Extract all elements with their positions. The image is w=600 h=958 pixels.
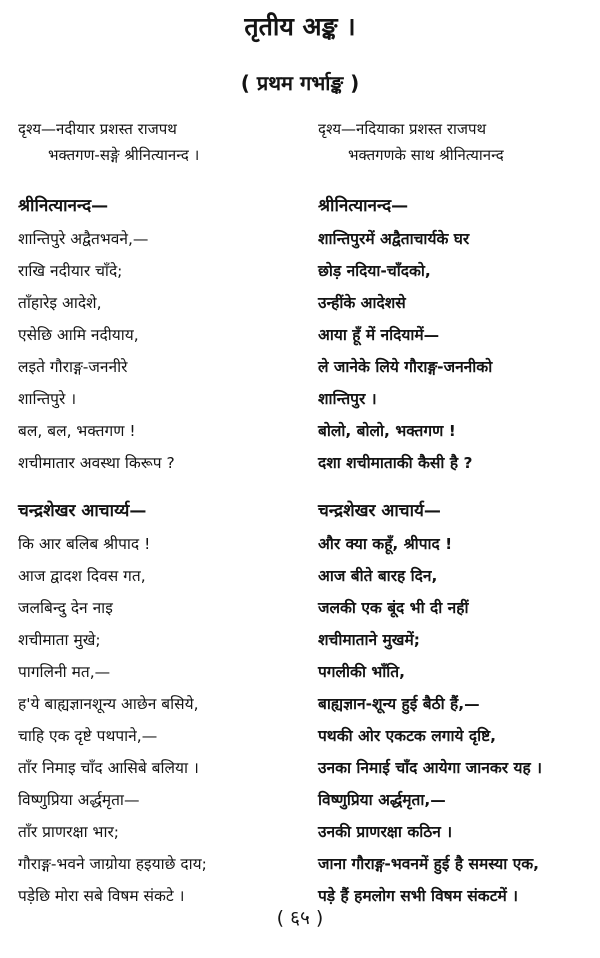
- scene-setting-cast: भक्तगणके साथ श्रीनित्यानन्द: [348, 146, 504, 164]
- scene-title: ( प्रथम गर्भाङ्क ): [240, 71, 360, 95]
- verse-line: जाना गौराङ्ग-भवनमें हुई है समस्या एक,: [318, 855, 540, 873]
- verse-line: कि आर बलिब श्रीपाद !: [18, 535, 151, 553]
- verse-line: पगलीकी भाँति,: [318, 663, 406, 681]
- verse-line: पथकी ओर एकटक लगाये दृष्टि,: [318, 727, 497, 745]
- act-title: तृतीय अङ्क ।: [244, 12, 356, 41]
- verse-line: आया हूँ में नदियामें—: [318, 326, 440, 344]
- verse-line: बोलो, बोलो, भक्तगण !: [318, 422, 456, 440]
- verse-line: ताँर प्राणरक्षा भार;: [18, 823, 120, 841]
- verse-line: उनका निमाई चाँद आयेगा जानकर यह ।: [318, 759, 543, 777]
- verse-line: उनकी प्राणरक्षा कठिन ।: [318, 823, 453, 841]
- verse-line: पड़ेछि मोरा सबे विषम संकटे ।: [18, 887, 185, 905]
- verse-line: शचीमाता मुखे;: [18, 631, 101, 649]
- verse-line: आज बीते बारह दिन,: [318, 567, 438, 585]
- verse-line: और क्या कहूँ, श्रीपाद !: [318, 535, 453, 553]
- verse-line: विष्णुप्रिया अर्द्धमृता—: [18, 791, 140, 809]
- verse-line: लइते गौराङ्ग-जननीरे: [18, 358, 128, 376]
- verse-line: शचीमातार अवस्था किरूप ?: [18, 454, 175, 472]
- verse-line: शचीमाताने मुखमें;: [318, 631, 420, 649]
- speaker-name: श्रीनित्यानन्द—: [318, 196, 409, 216]
- verse-line: एसेछि आमि नदीयाय,: [18, 326, 139, 344]
- verse-line: बल, बल, भक्तगण !: [18, 422, 136, 440]
- verse-line: शान्तिपुर ।: [318, 390, 377, 408]
- verse-line: आज द्वादश दिवस गत,: [18, 567, 146, 585]
- verse-line: राखि नदीयार चाँदे;: [18, 262, 123, 280]
- speaker-name: श्रीनित्यानन्द—: [18, 196, 109, 216]
- scene-setting: दृश्य—नदियाका प्रशस्त राजपथ: [318, 120, 487, 138]
- verse-line: पागलिनी मत,—: [18, 663, 111, 681]
- verse-line: चाहि एक दृष्टे पथपाने,—: [18, 727, 158, 745]
- verse-line: जलबिन्दु देन नाइ: [18, 599, 113, 617]
- verse-line: ताँर निमाइ चाँद आसिबे बलिया ।: [18, 759, 199, 777]
- verse-line: ह'ये बाह्यज्ञानशून्य आछेन बसिये,: [18, 695, 199, 713]
- verse-line: पड़े हैं हमलोग सभी विषम संकटमें ।: [318, 887, 519, 905]
- scene-setting-cast: भक्तगण-सङ्गे श्रीनित्यानन्द ।: [48, 146, 200, 164]
- page-number: ( ६५ ): [276, 907, 324, 929]
- verse-line: बाह्यज्ञान-शून्य हुई बैठी हैं,—: [318, 695, 480, 713]
- bengali-column: [18, 116, 310, 912]
- verse-line: दशा शचीमाताकी कैसी है ?: [318, 454, 473, 472]
- speaker-name: चन्द्रशेखर आचार्य्य—: [18, 501, 147, 521]
- verse-line: शान्तिपुरे ।: [18, 390, 77, 408]
- speaker-name: चन्द्रशेखर आचार्य—: [318, 501, 441, 521]
- verse-line: गौराङ्ग-भवने जाग्रोया हइयाछे दाय;: [18, 855, 207, 873]
- verse-line: शान्तिपुरे अद्वैतभवने,—: [18, 230, 149, 248]
- scene-setting: दृश्य—नदीयार प्रशस्त राजपथ: [18, 120, 177, 138]
- verse-line: शान्तिपुरमें अद्वैताचार्यके घर: [318, 230, 470, 248]
- verse-line: ले जानेके लिये गौराङ्ग-जननीको: [318, 358, 493, 376]
- verse-line: छोड़ नदिया-चाँदको,: [318, 262, 431, 280]
- verse-line: जलकी एक बूंद भी दी नहीं: [318, 599, 469, 617]
- verse-line: उन्हींके आदेशसे: [318, 294, 406, 312]
- hindi-column: [318, 116, 600, 912]
- verse-line: ताँहारेइ आदेशे,: [18, 294, 102, 312]
- verse-line: विष्णुप्रिया अर्द्धमृता,—: [318, 791, 446, 809]
